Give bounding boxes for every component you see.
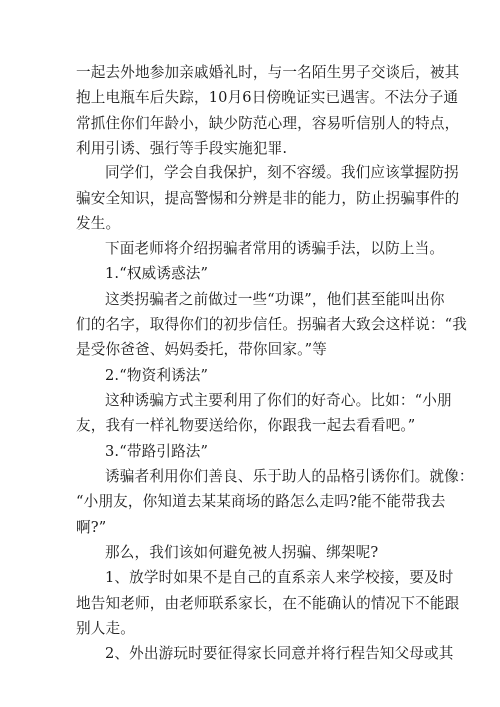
paragraph-line: 友，我有一样礼物要送给你，你跟我一起去看看吧。” [76, 417, 416, 434]
paragraph-line: 同学们，学会自我保护，刻不容缓。我们应该掌握防拐 [105, 164, 459, 181]
paragraph-line: 骗安全知识，提高警惕和分辨是非的能力，防止拐骗事件的 [76, 190, 460, 207]
paragraph-line: 抱上电瓶车后失踪，10月6日傍晚证实已遇害。不法分子通 [76, 89, 459, 106]
paragraph-line: 这种诱骗方式主要利用了你们的好奇心。比如：“小朋 [105, 392, 452, 409]
paragraph-line: 是受你爸爸、妈妈委托，带你回家。”等 [76, 341, 327, 358]
paragraph-line: 地告知老师，由老师联系家长，在不能确认的情况下不能跟 [76, 595, 460, 612]
paragraph-line: 利用引诱、强行等手段实施犯罪. [76, 140, 288, 157]
paragraph-line: 啊?” [76, 519, 107, 536]
section-heading: 1.“权威诱惑法” [105, 265, 209, 282]
section-heading: 3.“带路引路法” [105, 443, 209, 460]
paragraph-line: 们的名字，取得你们的初步信任。拐骗者大致会这样说：“我 [76, 316, 467, 333]
paragraph-line: 发生。 [76, 215, 121, 232]
paragraph-line: 别人走。 [76, 620, 135, 637]
paragraph-line: 诱骗者利用你们善良、乐于助人的品格引诱你们。就像： [105, 468, 474, 485]
paragraph-line: 2、外出游玩时要征得家长同意并将行程告知父母或其 [105, 645, 454, 662]
paragraph-line: “小朋友，你知道去某某商场的路怎么走吗?能不能带我去 [76, 493, 446, 510]
section-heading: 2.“物资利诱法” [105, 367, 209, 384]
paragraph-line: 这类拐骗者之前做过一些“功课”，他们甚至能叫出你 [105, 291, 445, 308]
paragraph-line: 下面老师将介绍拐骗者常用的诱骗手法，以防上当。 [105, 240, 445, 257]
paragraph-line: 1、放学时如果不是自己的直系亲人来学校接，要及时 [105, 569, 454, 586]
paragraph-line: 常抓住你们年龄小，缺少防范心理，容易听信别人的特点， [76, 115, 460, 132]
paragraph-line: 一起去外地参加亲戚婚礼时，与一名陌生男子交谈后，被其 [76, 64, 460, 81]
paragraph-line: 那么，我们该如何避免被人拐骗、绑架呢? [105, 544, 379, 561]
